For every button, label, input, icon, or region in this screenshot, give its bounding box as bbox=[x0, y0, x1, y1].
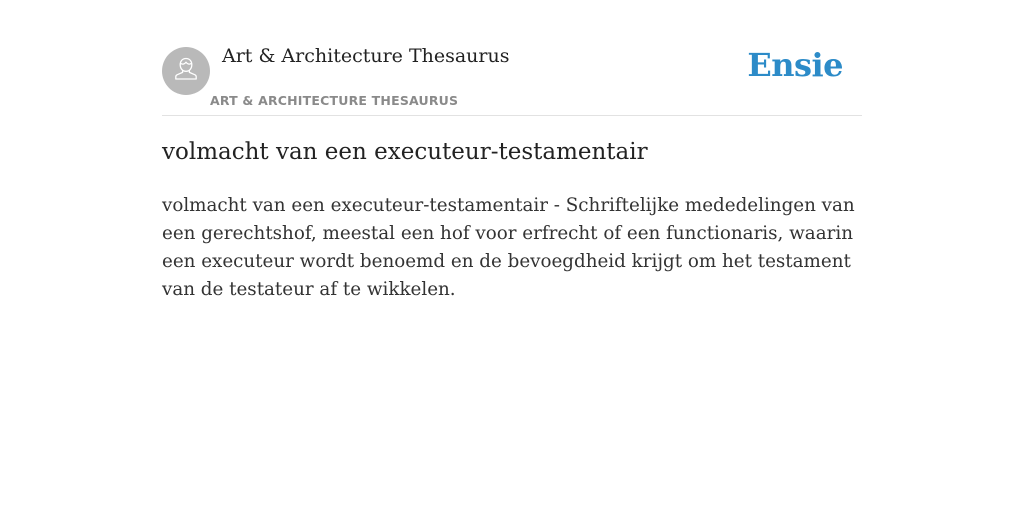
ensie-logo[interactable]: Ensie bbox=[747, 46, 843, 84]
entry-title: volmacht van een executeur-testamentair bbox=[162, 139, 648, 165]
entry-definition: volmacht van een executeur-testamentair - Schriftelijke mededelingen van een gerechtshof, meestal een hof voor erfrecht of een functionaris, waarin een executeur wordt benoemd en de bevoegdheid krijgt om het testament van de testateur af te wikkelen. bbox=[162, 195, 855, 300]
author-name-link[interactable]: Art & Architecture Thesaurus bbox=[222, 45, 510, 67]
page-container bbox=[162, 0, 862, 300]
header bbox=[162, 0, 862, 116]
category-link[interactable]: ART & ARCHITECTURE THESAURUS bbox=[210, 93, 459, 108]
author-avatar[interactable] bbox=[162, 47, 210, 95]
user-icon bbox=[171, 54, 201, 89]
